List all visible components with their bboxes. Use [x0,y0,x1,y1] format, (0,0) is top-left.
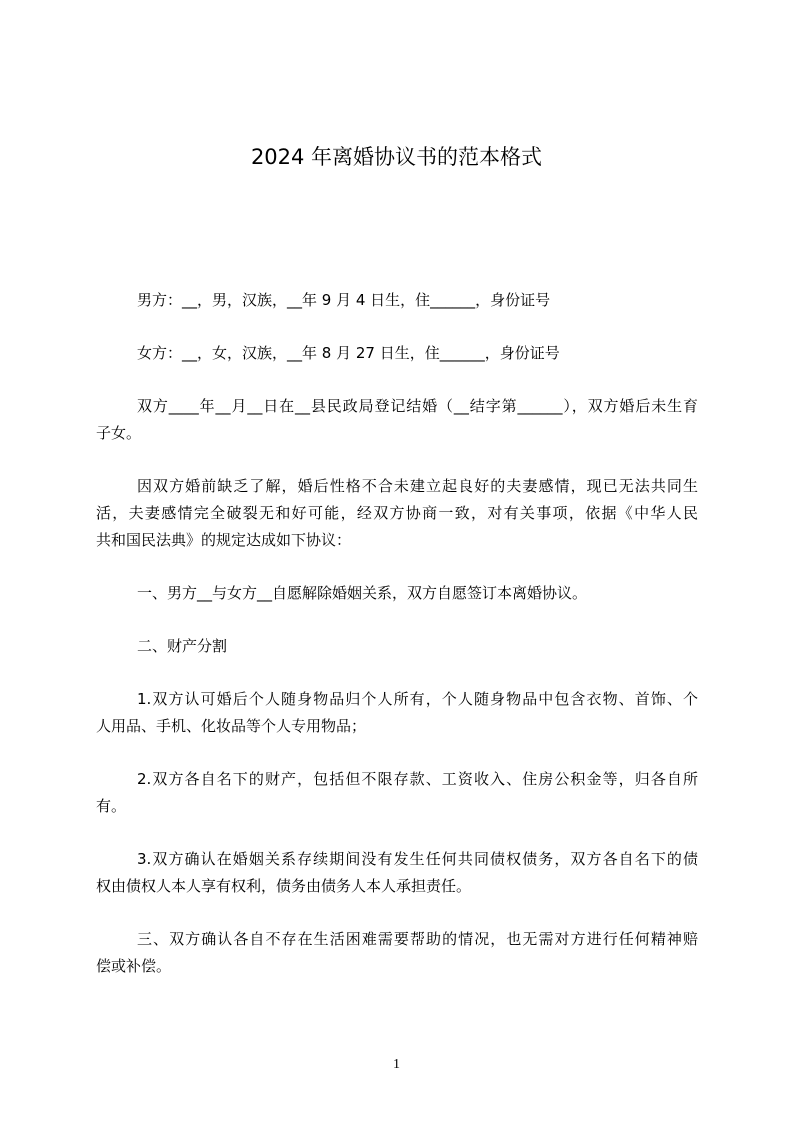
paragraph-wife-info [96,340,698,367]
paragraph-line: 活，夫妻感情完全破裂无和好可能，经双方协商一致，对有关事项，依据《中华人民 [96,504,698,522]
paragraph-line: 因双方婚前缺乏了解，婚后性格不合未建立起良好的夫妻感情，现已无法共同生 [137,477,698,495]
paragraph-line: 有。 [96,797,127,815]
paragraph-line: 女方：__，女，汉族，__年 8 月 27 日生，住______，身份证号 [137,344,560,362]
paragraph-reason [96,473,698,554]
paragraph-line: 一、男方__与女方__自愿解除婚姻关系，双方自愿签订本离婚协议。 [137,584,588,602]
paragraph-line: 双方____年__月__日在__县民政局登记结婚（__结字第______），双方婚后未生育 [137,397,698,415]
paragraph-line: 子女。 [96,424,142,442]
paragraph-line: 权由债权人本人享有权利，债务由债务人本人承担责任。 [96,877,472,895]
paragraph-line: 共和国民法典》的规定达成如下协议： [96,531,352,549]
paragraph-line: 2.双方各自名下的财产，包括但不限存款、工资收入、住房公积金等，归各自所 [137,770,698,788]
paragraph-line: 三、双方确认各自不存在生活困难需要帮助的情况，也无需对方进行任何精神赔 [137,930,698,948]
clause-two-item-3 [96,846,698,900]
clause-two-heading [96,633,698,660]
document-body [96,287,698,1006]
paragraph-marriage-registration [96,393,698,447]
clause-two-item-2 [96,766,698,820]
clause-two-item-1 [96,686,698,740]
paragraph-line: 人用品、手机、化妆品等个人专用物品； [96,717,367,735]
clause-one [96,580,698,607]
clause-three [96,926,698,980]
paragraph-line: 男方：__，男，汉族，__年 9 月 4 日生，住______，身份证号 [137,291,551,309]
paragraph-line: 偿或补偿。 [96,957,172,975]
paragraph-husband-info [96,287,698,314]
paragraph-line: 1.双方认可婚后个人随身物品归个人所有，个人随身物品中包含衣物、首饰、个 [137,690,698,708]
paragraph-line: 3.双方确认在婚姻关系存续期间没有发生任何共同债权债务，双方各自名下的债 [137,850,698,868]
paragraph-line: 二、财产分割 [137,637,228,655]
page-title: 2024 年离婚协议书的范本格式 [250,145,543,169]
page-number: 1 [393,1057,400,1072]
